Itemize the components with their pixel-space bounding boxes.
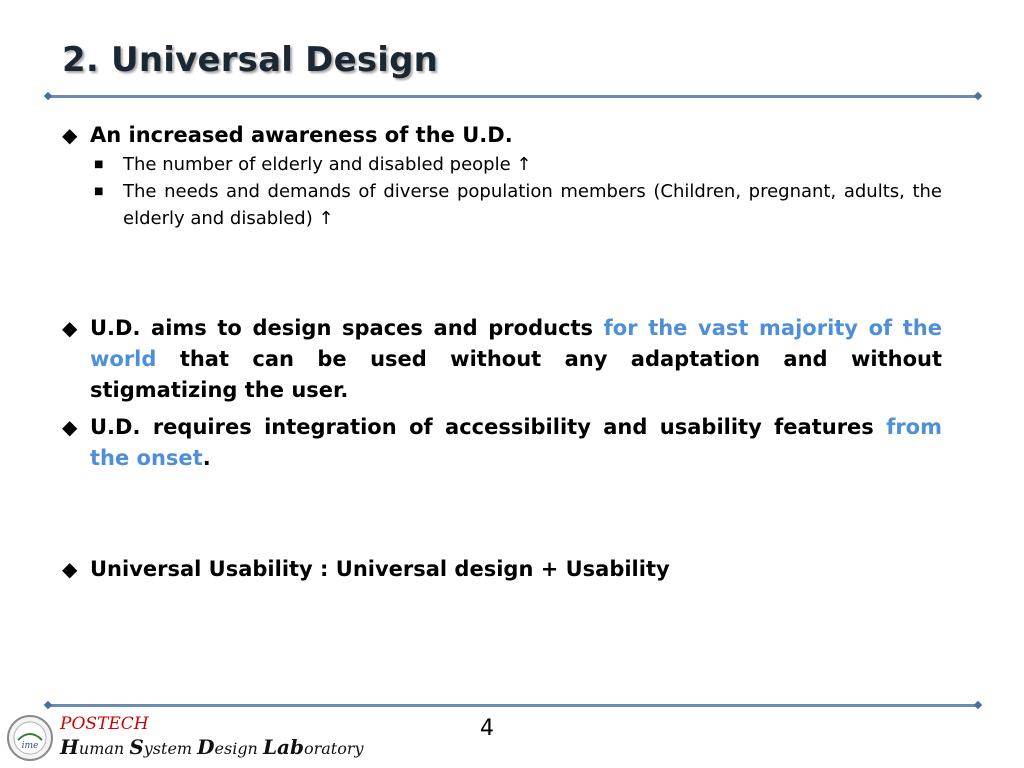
- bullet-aims: [62, 313, 942, 406]
- lab-initial: Lab: [262, 735, 304, 759]
- lab-word: uman: [78, 739, 130, 758]
- logo-text: ime: [21, 741, 39, 751]
- bullet-text: An increased awareness of the U.D.: [90, 123, 513, 147]
- footer-divider: [48, 704, 978, 707]
- lab-word: esign: [214, 739, 263, 758]
- sub-bullet-text: The needs and demands of diverse population members (Children, pregnant, adults, the elderly and disabled) ↑: [123, 181, 942, 229]
- diamond-bullet-icon: ◆: [62, 123, 78, 147]
- lab-word: oratory: [303, 739, 364, 758]
- diamond-bullet-icon: ◆: [62, 415, 78, 439]
- diamond-bullet-icon: ◆: [62, 557, 78, 581]
- lab-initial: S: [129, 735, 144, 759]
- title-divider: [48, 95, 978, 98]
- postech-logo-icon: [6, 714, 54, 762]
- slide-title: 2. Universal Design: [62, 40, 439, 80]
- lab-word: ystem: [143, 739, 198, 758]
- bullet-text: [90, 412, 942, 474]
- bullet-text: Universal Usability : Universal design + Usability: [90, 557, 670, 581]
- sub-bullet-needs: [90, 178, 942, 232]
- lab-initial: D: [197, 735, 215, 759]
- bullet-text-plain: U.D. requires integration of accessibility and usability features: [90, 415, 887, 439]
- bullet-text-highlight: from the onset: [90, 415, 942, 470]
- bullet-universal-usability: [62, 554, 942, 585]
- organization-name: POSTECH: [60, 714, 149, 734]
- sub-bullet-text: The number of elderly and disabled people ↑: [123, 154, 532, 175]
- bullet-text-highlight: for the vast majority of the world: [90, 316, 942, 371]
- bullet-integration: [62, 412, 942, 474]
- bullet-text-plain: that can be used without any adaptation and without stigmatizing the user.: [90, 347, 942, 402]
- bullet-text-plain: .: [202, 446, 211, 470]
- bullet-text-plain: U.D. aims to design spaces and products: [90, 316, 604, 340]
- bullet-awareness: [62, 120, 942, 151]
- diamond-bullet-icon: ◆: [62, 316, 78, 340]
- lab-name: [60, 736, 364, 760]
- square-bullet-icon: ■: [94, 186, 104, 197]
- bullet-text: [90, 313, 942, 406]
- slide-content: [62, 120, 942, 585]
- square-bullet-icon: ■: [94, 159, 104, 170]
- sub-bullet-elderly: [90, 151, 942, 178]
- lab-initial: H: [60, 735, 79, 759]
- page-number: 4: [480, 716, 494, 741]
